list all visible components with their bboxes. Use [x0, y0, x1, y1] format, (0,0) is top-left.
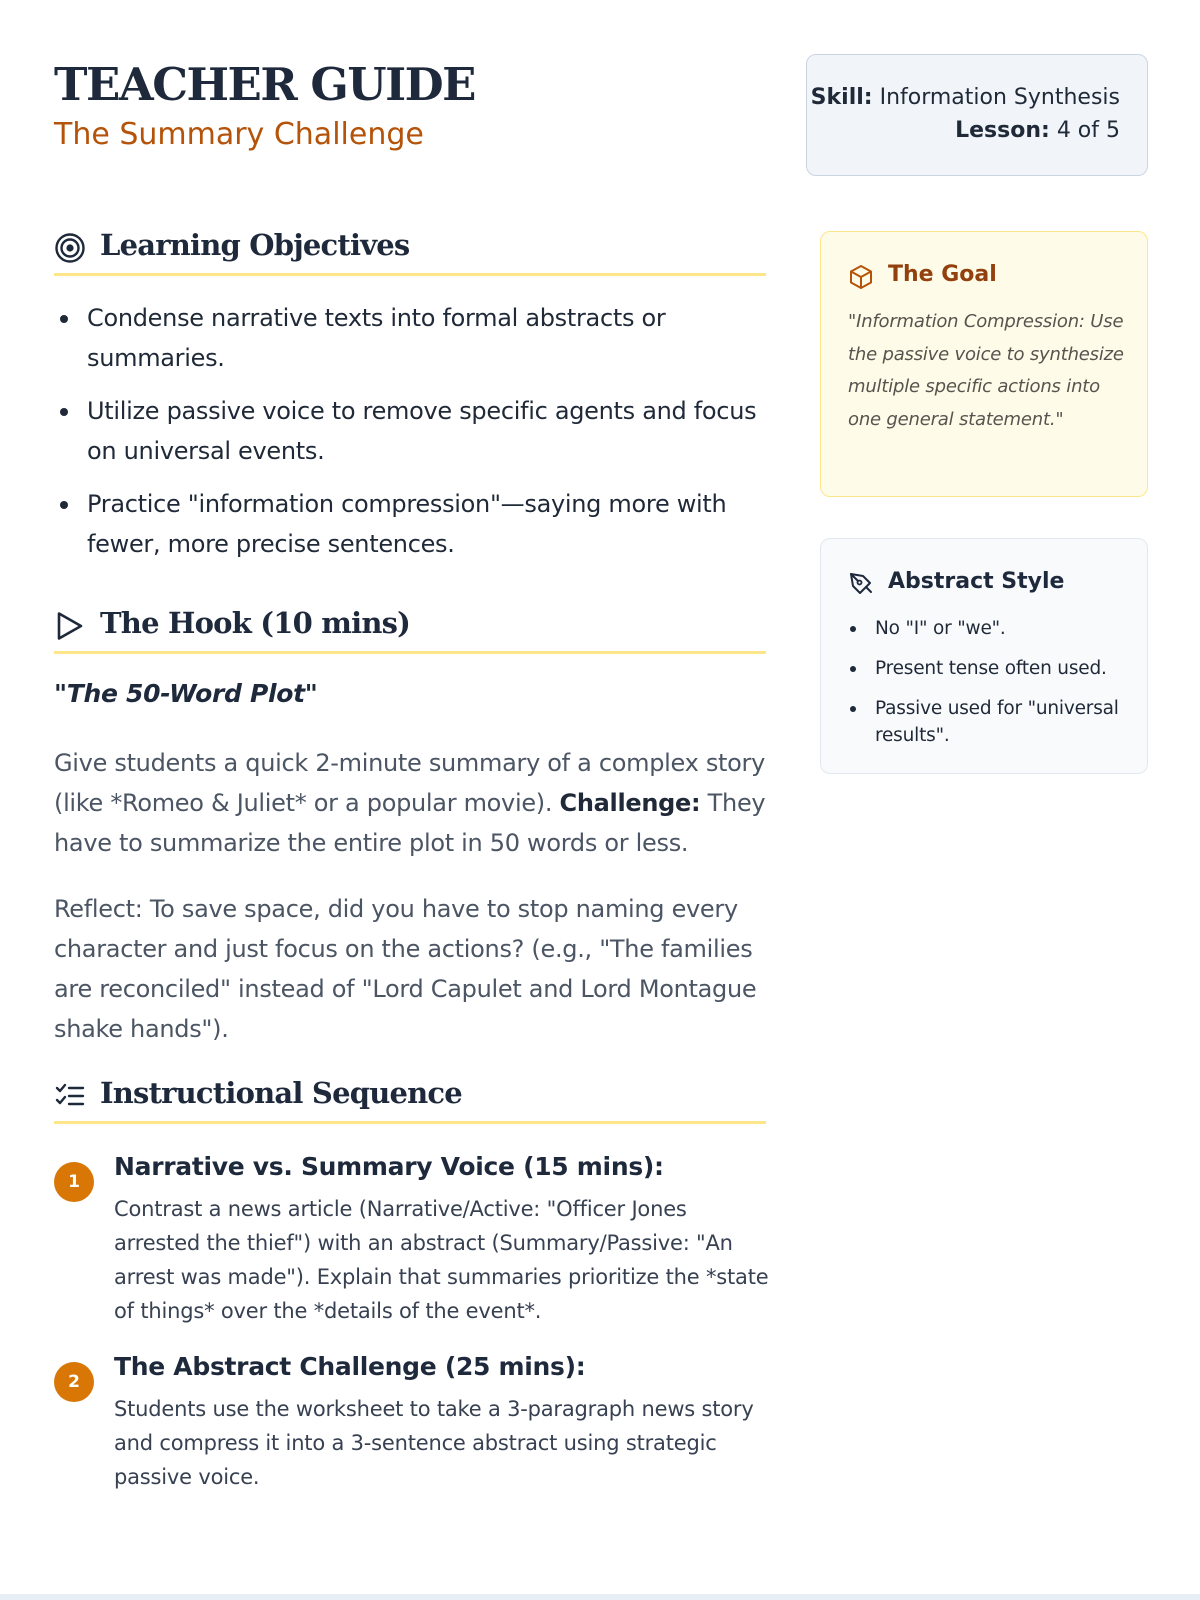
- hook-paragraph: [54, 743, 770, 863]
- target-icon: [54, 232, 86, 264]
- list-item: Condense narrative texts into formal abstracts or summaries.: [54, 298, 766, 378]
- checklist-icon: [54, 1080, 86, 1112]
- sequence-step: [54, 1352, 770, 1492]
- sequence-heading: Instructional Sequence: [100, 1076, 462, 1110]
- sequence-step: [54, 1152, 770, 1322]
- abstract-style-list: [848, 615, 1138, 762]
- skill-line: [807, 81, 1120, 114]
- list-item: Present tense often used.: [848, 655, 1138, 682]
- step-title: Narrative vs. Summary Voice (15 mins):: [114, 1152, 664, 1181]
- lesson-line: [807, 114, 1120, 147]
- objectives-heading: Learning Objectives: [100, 228, 410, 262]
- list-item: Utilize passive voice to remove specific agents and focus on universal events.: [54, 391, 766, 471]
- hook-paragraph-text: Give students a quick 2-minute summary of a complex story (like *Romeo & Juliet* or a popular movie).: [54, 749, 765, 817]
- step-number-badge: 2: [54, 1362, 94, 1402]
- list-item: Practice "information compression"—saying more with fewer, more precise sentences.: [54, 484, 766, 564]
- goal-card-title: The Goal: [888, 262, 997, 287]
- page-title: TEACHER GUIDE: [54, 58, 475, 111]
- step-title: The Abstract Challenge (25 mins):: [114, 1352, 586, 1381]
- objectives-heading-row: [54, 230, 766, 276]
- skill-label: Skill:: [810, 85, 873, 110]
- lesson-meta-box: [806, 54, 1148, 176]
- abstract-style-card: [820, 538, 1148, 774]
- pen-tool-icon: [848, 571, 874, 597]
- step-text: Students use the worksheet to take a 3-paragraph news story and compress it into a 3-sentence abstract using strategic passive voice.: [114, 1397, 754, 1489]
- lesson-value: 4 of 5: [1056, 118, 1120, 143]
- hook-reflect-paragraph: Reflect: To save space, did you have to stop naming every character and just focus on the actions? (e.g., "The families are reconciled" instead of "Lord Capulet and Lord Montague shake hands").: [54, 895, 757, 1043]
- step-number-badge: 1: [54, 1162, 94, 1202]
- step-text: Contrast a news article (Narrative/Active: "Officer Jones arrested the thief") with an abstract (Summary/Passive: "An arrest was made"). Explain that summaries prioritize the *state of things* over the *details of the event*.: [114, 1197, 769, 1323]
- hook-paragraph-tail: They have to summarize the entire plot in 50 words or less.: [54, 789, 766, 857]
- skill-value: Information Synthesis: [879, 85, 1120, 110]
- hook-heading: The Hook (10 mins): [100, 606, 411, 640]
- goal-quote: "Information Compression: Use the passive voice to synthesize multiple specific actions into one general statement.": [848, 311, 1124, 430]
- page-subtitle: The Summary Challenge: [54, 117, 424, 152]
- goal-card: [820, 231, 1148, 497]
- objectives-list: [54, 298, 766, 577]
- hook-challenge-label: Challenge:: [559, 789, 701, 817]
- abstract-style-title: Abstract Style: [888, 569, 1065, 594]
- hook-heading-row: [54, 608, 766, 654]
- play-icon: [54, 610, 86, 642]
- list-item: Passive used for "universal results".: [848, 695, 1138, 749]
- hook-title: "The 50-Word Plot": [54, 679, 318, 708]
- cube-icon: [848, 264, 874, 290]
- sequence-heading-row: [54, 1078, 766, 1124]
- page-bottom-edge: [0, 1594, 1200, 1600]
- lesson-label: Lesson:: [955, 118, 1050, 143]
- list-item: No "I" or "we".: [848, 615, 1138, 642]
